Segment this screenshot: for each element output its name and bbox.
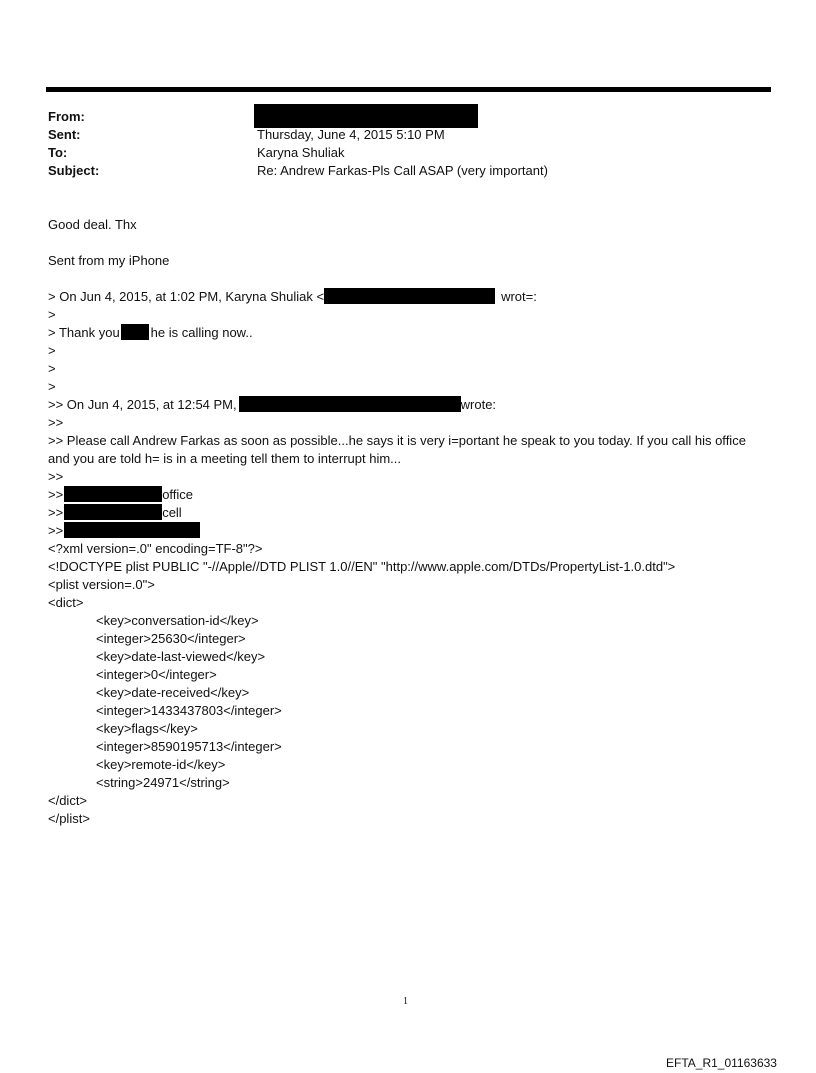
from-label: From: bbox=[48, 109, 85, 124]
quote-text: >> bbox=[48, 523, 64, 538]
document-id: EFTA_R1_01163633 bbox=[666, 1056, 777, 1070]
xml-line: <key>flags</key> bbox=[96, 721, 198, 736]
xml-line: <integer>1433437803</integer> bbox=[96, 703, 282, 718]
quote-line: >> bbox=[48, 469, 64, 484]
quote-text: wrot=: bbox=[501, 289, 537, 304]
sent-label: Sent: bbox=[48, 127, 81, 142]
xml-line: </dict> bbox=[48, 793, 88, 808]
to-label: To: bbox=[48, 145, 68, 160]
quote-text: >> bbox=[48, 505, 64, 520]
xml-line: <integer>25630</integer> bbox=[96, 631, 246, 646]
quote-text: >> On Jun 4, 2015, at 12:54 PM, bbox=[48, 397, 237, 412]
xml-line: <integer>0</integer> bbox=[96, 667, 217, 682]
body-line: Good deal. Thx bbox=[48, 217, 137, 232]
xml-line: <key>remote-id</key> bbox=[96, 757, 226, 772]
body-line: Sent from my iPhone bbox=[48, 253, 170, 268]
quote-text: office bbox=[162, 487, 194, 502]
sender-redaction bbox=[239, 396, 461, 412]
xml-line: <key>date-received</key> bbox=[96, 685, 250, 700]
quote-line: > bbox=[48, 343, 56, 358]
header-rule bbox=[46, 87, 771, 92]
quote-line: >> bbox=[48, 415, 64, 430]
xml-line: <?xml version=.0" encoding=TF-8"?> bbox=[48, 541, 263, 556]
email-redaction bbox=[324, 288, 495, 304]
xml-line: <!DOCTYPE plist PUBLIC "-//Apple//DTD PLIST 1.0//EN" "http://www.apple.com/DTDs/PropertyList-1.0.dtd"> bbox=[48, 559, 676, 574]
subject-label: Subject: bbox=[48, 163, 100, 178]
quote-line: > bbox=[48, 307, 56, 322]
from-redaction bbox=[254, 104, 478, 128]
quote-text: cell bbox=[162, 505, 182, 520]
phone-redaction bbox=[64, 504, 162, 520]
quote-text: >> bbox=[48, 487, 64, 502]
quote-text: > On Jun 4, 2015, at 1:02 PM, Karyna Shuliak < bbox=[48, 289, 325, 304]
quote-line: > bbox=[48, 379, 56, 394]
quote-line bbox=[48, 486, 193, 504]
contact-redaction bbox=[64, 522, 200, 538]
page-number: 1 bbox=[403, 996, 408, 1007]
xml-line: <key>date-last-viewed</key> bbox=[96, 649, 266, 664]
xml-line: </plist> bbox=[48, 811, 90, 826]
quote-line bbox=[48, 288, 537, 306]
name-redaction bbox=[121, 324, 149, 340]
quote-text: he is calling now.. bbox=[150, 325, 253, 340]
xml-line: <string>24971</string> bbox=[96, 775, 230, 790]
quote-line: > bbox=[48, 361, 56, 376]
subject-value: Re: Andrew Farkas-Pls Call ASAP (very important) bbox=[257, 163, 548, 178]
quote-line bbox=[48, 324, 253, 342]
xml-line: <integer>8590195713</integer> bbox=[96, 739, 282, 754]
quote-paragraph: >> Please call Andrew Farkas as soon as possible...he says it is very i=portant he speak to you today. If you call his office and you are told h= is in a meeting tell them to interrupt him... bbox=[48, 433, 746, 466]
phone-redaction bbox=[64, 486, 162, 502]
quote-text: > Thank you bbox=[48, 325, 120, 340]
quote-line bbox=[48, 522, 200, 540]
xml-line: <key>conversation-id</key> bbox=[96, 613, 259, 628]
xml-line: <plist version=.0"> bbox=[48, 577, 155, 592]
quote-text: wrote: bbox=[460, 397, 497, 412]
to-value: Karyna Shuliak bbox=[257, 145, 345, 160]
sent-value: Thursday, June 4, 2015 5:10 PM bbox=[257, 127, 445, 142]
quote-line bbox=[48, 504, 182, 522]
xml-line: <dict> bbox=[48, 595, 84, 610]
quote-line bbox=[48, 396, 496, 414]
